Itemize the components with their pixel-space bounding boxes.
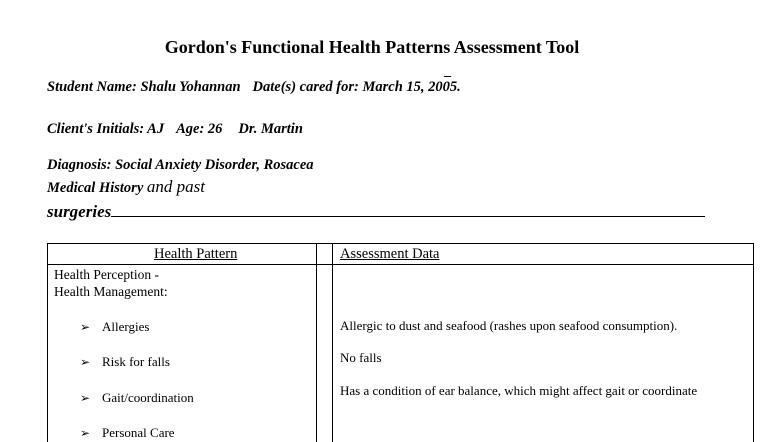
assessment-data: No falls	[340, 350, 382, 365]
header-rule	[48, 264, 753, 265]
assessment-table	[47, 243, 754, 442]
medical-history-cont: and past	[146, 177, 205, 196]
arrow-bullet-icon: ➢	[80, 391, 91, 405]
pattern-label: Gait/coordination	[102, 390, 194, 405]
surgeries-label: surgeries	[47, 202, 112, 221]
pattern-item	[80, 390, 194, 406]
medical-history-label: Medical History	[47, 180, 144, 196]
surgeries-line	[47, 201, 705, 222]
column-divider	[316, 244, 317, 442]
pattern-title-line: Health Management:	[54, 284, 168, 299]
stray-mark: _	[444, 64, 451, 79]
medical-history-line	[47, 177, 205, 197]
col-header-data: Assessment Data	[340, 246, 440, 262]
assessment-data: Has a condition of ear balance, which might affect gait or coordinate	[340, 383, 698, 398]
pattern-label: Allergies	[102, 319, 150, 334]
pattern-item	[80, 354, 170, 370]
client-line	[47, 121, 303, 138]
column-divider	[332, 244, 333, 442]
arrow-bullet-icon: ➢	[80, 426, 91, 440]
student-name: Student Name: Shalu Yohannan	[47, 79, 241, 95]
pattern-item	[80, 425, 175, 441]
client-initials: Client's Initials: AJ	[47, 121, 165, 137]
client-age: Age: 26	[176, 121, 223, 137]
col-header-pattern: Health Pattern	[154, 246, 238, 262]
page-title: Gordon's Functional Health Patterns Assessment Tool	[164, 37, 580, 57]
pattern-item	[80, 319, 149, 335]
pattern-title-line: Health Perception -	[54, 267, 159, 282]
student-line	[47, 79, 461, 96]
dates-cared: Date(s) cared for: March 15, 2005.	[252, 79, 461, 95]
pattern-label: Risk for falls	[102, 354, 170, 369]
arrow-bullet-icon: ➢	[80, 320, 91, 334]
pattern-title	[54, 266, 168, 300]
assessment-data: Allergic to dust and seafood (rashes upon seafood consumption).	[340, 318, 678, 333]
diagnosis-line: Diagnosis: Social Anxiety Disorder, Rosacea	[47, 157, 314, 173]
surgeries-blank	[111, 201, 705, 217]
doctor-name: Dr. Martin	[238, 121, 303, 137]
pattern-label: Personal Care	[102, 425, 175, 440]
arrow-bullet-icon: ➢	[80, 355, 91, 369]
